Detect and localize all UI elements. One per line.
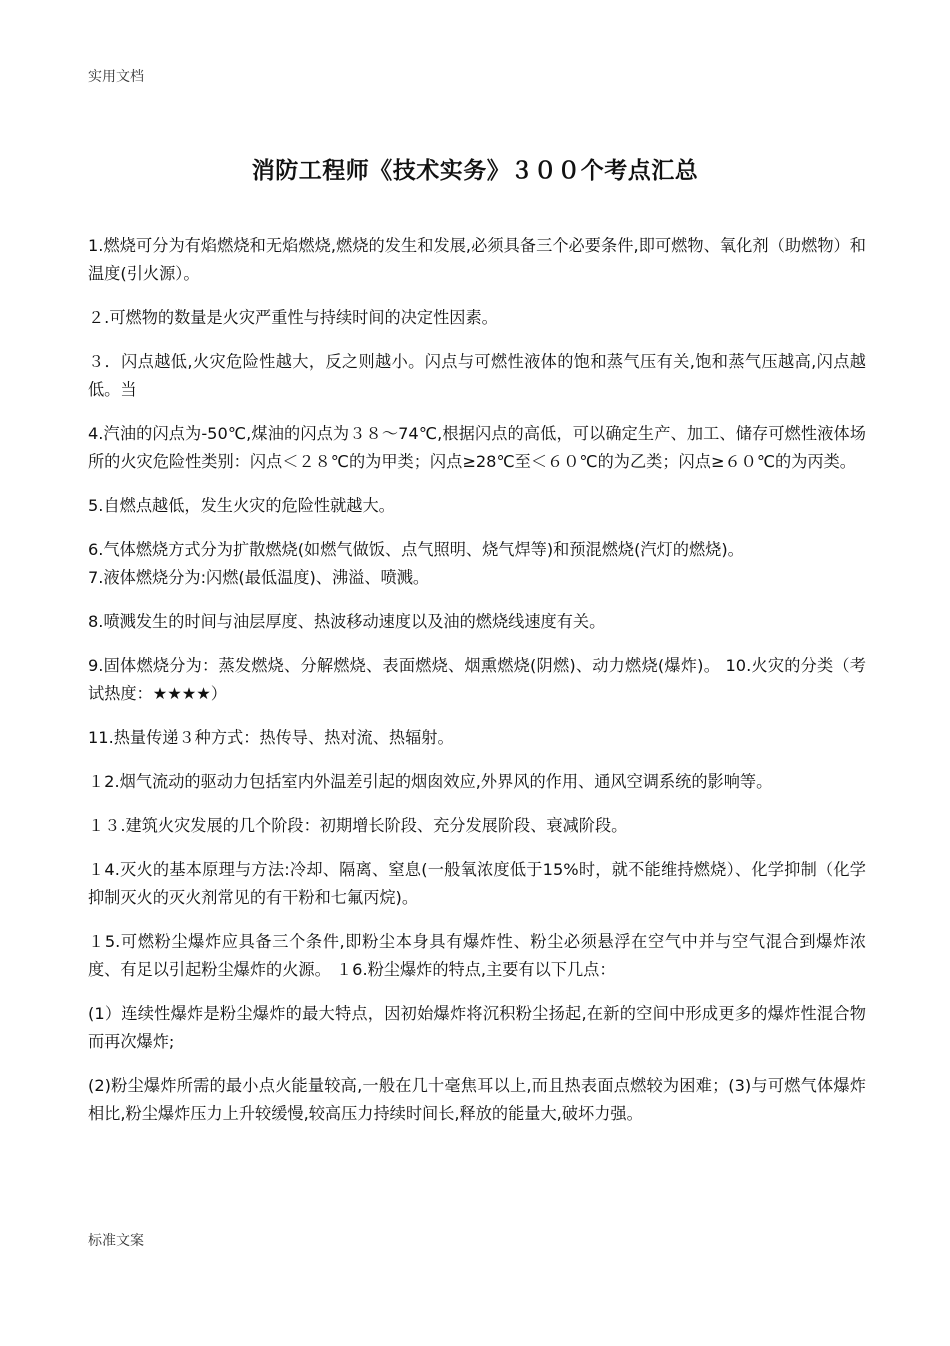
document-title: 消防工程师《技术实务》３００个考点汇总 xyxy=(251,158,699,184)
page-footer: 标准文案 xyxy=(88,1233,144,1249)
paragraph-6: 6.气体燃烧方式分为扩散燃烧(如燃气做饭、点气照明、烧气焊等)和预混燃烧(汽灯的燃烧)。 xyxy=(88,540,744,559)
paragraph-13: １３.建筑火灾发展的几个阶段：初期增长阶段、充分发展阶段、衰减阶段。 xyxy=(88,816,628,835)
paragraph-4: 4.汽油的闪点为-50℃,煤油的闪点为３８～74℃,根据闪点的高低，可以确定生产、加工、储存可燃性液体场所的火灾危险性类别：闪点＜２８℃的为甲类；闪点≥28℃至＜６０℃的为乙类；闪点≥６０℃的为丙类。 xyxy=(88,424,866,471)
paragraph-16-1: (1）连续性爆炸是粉尘爆炸的最大特点，因初始爆炸将沉积粉尘扬起,在新的空间中形成更多的爆炸性混合物而再次爆炸; xyxy=(88,1004,866,1051)
paragraph-16-2: (2)粉尘爆炸所需的最小点火能量较高,一般在几十毫焦耳以上,而且热表面点燃较为困难；(3)与可燃气体爆炸相比,粉尘爆炸压力上升较缓慢,较高压力持续时间长,释放的能量大,破坏力强。 xyxy=(88,1076,866,1123)
paragraph-7: 7.液体燃烧分为:闪燃(最低温度)、沸溢、喷溅。 xyxy=(88,568,430,587)
paragraph-5: 5.自燃点越低，发生火灾的危险性就越大。 xyxy=(88,496,395,515)
page-header: 实用文档 xyxy=(88,69,144,85)
paragraph-2: ２.可燃物的数量是火灾严重性与持续时间的决定性因素。 xyxy=(88,308,498,327)
paragraph-1: 1.燃烧可分为有焰燃烧和无焰燃烧,燃烧的发生和发展,必须具备三个必要条件,即可燃物、氧化剂（助燃物）和温度(引火源）。 xyxy=(88,236,866,283)
paragraph-9: 9.固体燃烧分为：蒸发燃烧、分解燃烧、表面燃烧、烟熏燃烧(阴燃)、动力燃烧(爆炸)。 10.火灾的分类（考试热度：★★★★） xyxy=(88,656,866,703)
paragraph-12: １2.烟气流动的驱动力包括室内外温差引起的烟囱效应,外界风的作用、通风空调系统的影响等。 xyxy=(88,772,773,791)
paragraph-14: １4.灭火的基本原理与方法:冷却、隔离、窒息(一般氧浓度低于15%时，就不能维持燃烧）、化学抑制（化学抑制灭火的灭火剂常见的有干粉和七氟丙烷)。 xyxy=(88,860,866,907)
paragraph-8: 8.喷溅发生的时间与油层厚度、热波移动速度以及油的燃烧线速度有关。 xyxy=(88,612,606,631)
document-body xyxy=(88,232,866,1144)
paragraph-3: ３．闪点越低,火灾危险性越大，反之则越小。闪点与可燃性液体的饱和蒸气压有关,饱和蒸气压越高,闪点越低。当 xyxy=(88,352,866,399)
paragraph-15: １5.可燃粉尘爆炸应具备三个条件,即粉尘本身具有爆炸性、粉尘必须悬浮在空气中并与空气混合到爆炸浓度、有足以引起粉尘爆炸的火源。 １6.粉尘爆炸的特点,主要有以下几点： xyxy=(88,932,866,979)
paragraph-11: 11.热量传递３种方式：热传导、热对流、热辐射。 xyxy=(88,728,454,747)
